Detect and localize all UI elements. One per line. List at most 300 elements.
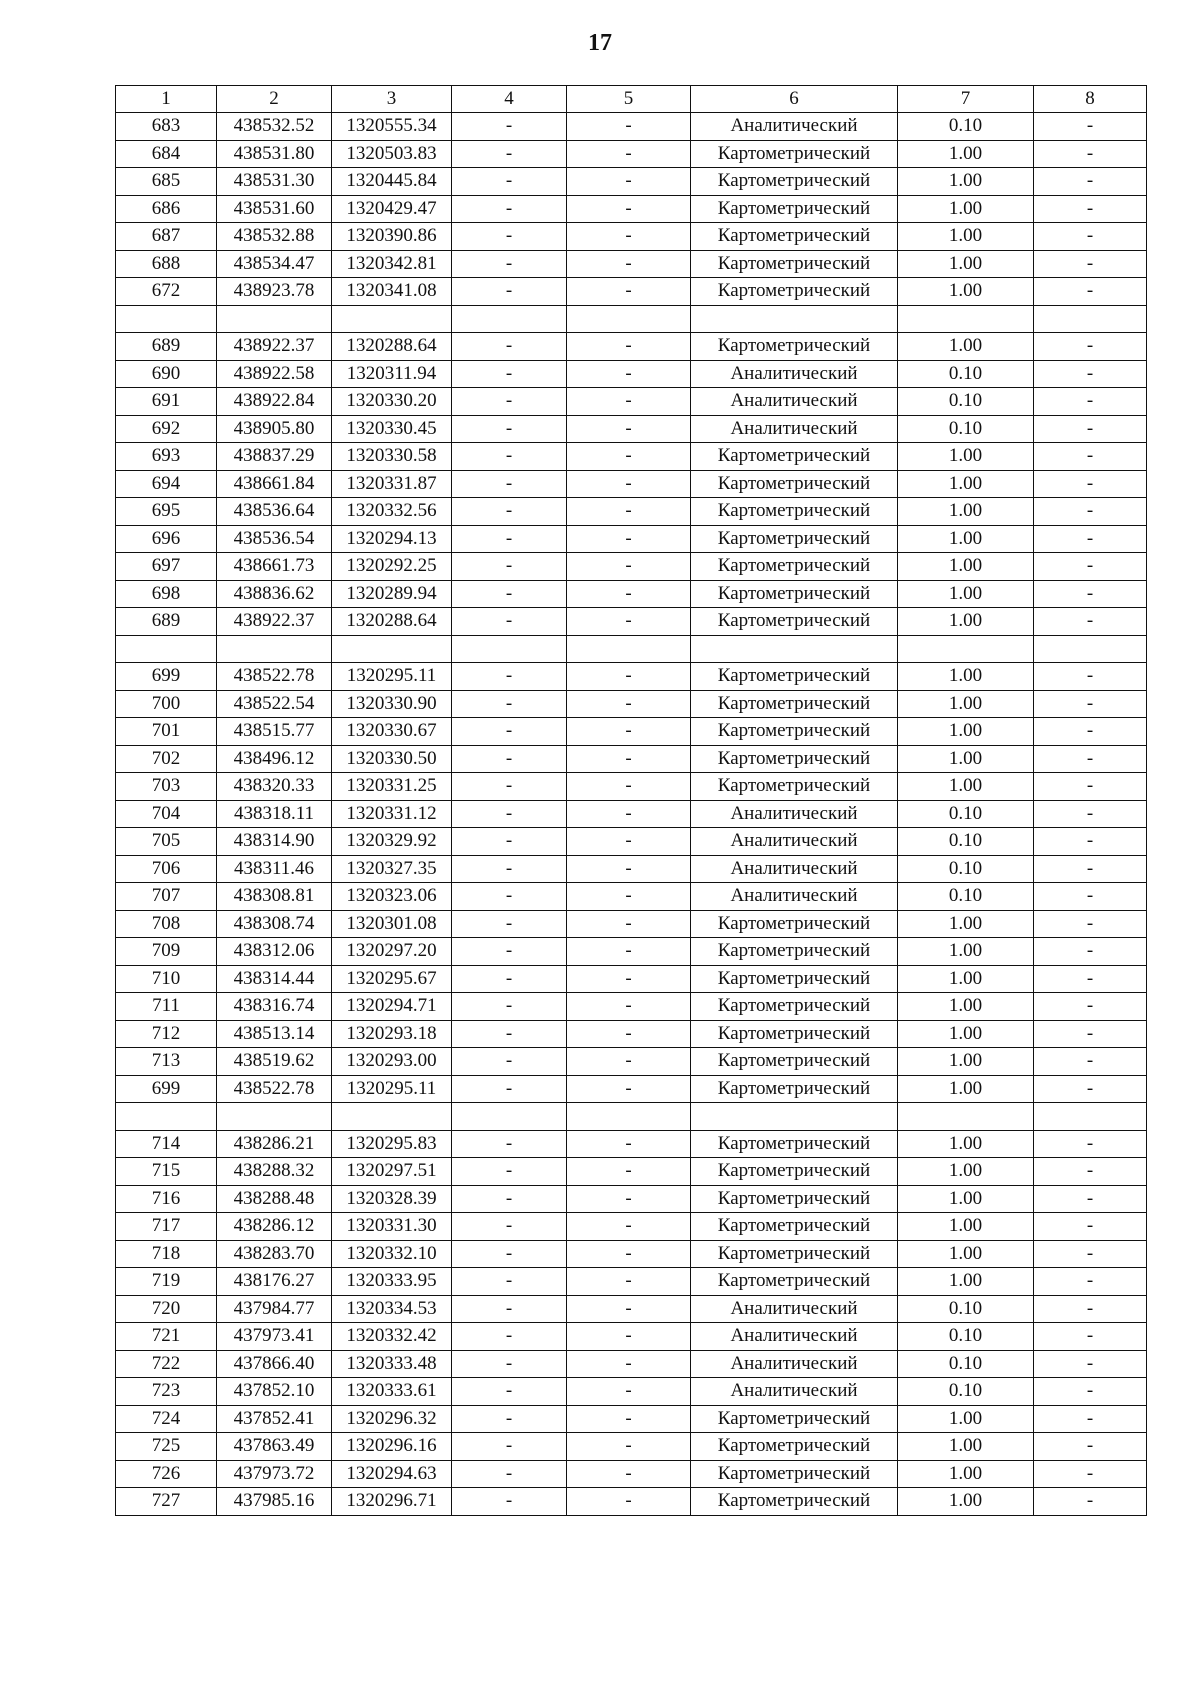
table-row xyxy=(116,333,1147,361)
column-4-cell: - xyxy=(452,223,567,251)
x-coordinate-cell: 438288.32 xyxy=(217,1158,332,1186)
point-number-cell: 721 xyxy=(116,1323,217,1351)
column-5-cell: - xyxy=(567,360,691,388)
column-4-cell: - xyxy=(452,1488,567,1516)
column-8-cell: - xyxy=(1034,1158,1147,1186)
x-coordinate-cell: 438176.27 xyxy=(217,1268,332,1296)
accuracy-cell: 1.00 xyxy=(898,910,1034,938)
column-5-cell: - xyxy=(567,800,691,828)
accuracy-cell: 1.00 xyxy=(898,718,1034,746)
y-coordinate-cell: 1320294.13 xyxy=(332,525,452,553)
column-8-cell: - xyxy=(1034,1075,1147,1103)
column-4-cell: - xyxy=(452,580,567,608)
x-coordinate-cell: 438308.81 xyxy=(217,883,332,911)
column-8-cell: - xyxy=(1034,415,1147,443)
x-coordinate-cell: 438536.64 xyxy=(217,498,332,526)
column-4-cell: - xyxy=(452,910,567,938)
table-row xyxy=(116,388,1147,416)
x-coordinate-cell: 438532.52 xyxy=(217,113,332,141)
table-row xyxy=(116,1240,1147,1268)
method-cell: Картометрический xyxy=(691,718,898,746)
y-coordinate-cell: 1320333.48 xyxy=(332,1350,452,1378)
table-row xyxy=(116,443,1147,471)
column-8-cell: - xyxy=(1034,608,1147,636)
empty-cell xyxy=(567,1103,691,1131)
method-cell: Картометрический xyxy=(691,773,898,801)
empty-cell xyxy=(332,1103,452,1131)
point-number-cell: 686 xyxy=(116,195,217,223)
table-row xyxy=(116,113,1147,141)
point-number-cell: 714 xyxy=(116,1130,217,1158)
column-8-cell: - xyxy=(1034,1405,1147,1433)
column-8-cell: - xyxy=(1034,1460,1147,1488)
y-coordinate-cell: 1320328.39 xyxy=(332,1185,452,1213)
point-number-cell: 672 xyxy=(116,278,217,306)
column-5-cell: - xyxy=(567,525,691,553)
column-5-cell: - xyxy=(567,1185,691,1213)
method-cell: Картометрический xyxy=(691,1130,898,1158)
x-coordinate-cell: 438314.90 xyxy=(217,828,332,856)
y-coordinate-cell: 1320332.42 xyxy=(332,1323,452,1351)
x-coordinate-cell: 438316.74 xyxy=(217,993,332,1021)
method-cell: Картометрический xyxy=(691,333,898,361)
table-row xyxy=(116,195,1147,223)
point-number-cell: 718 xyxy=(116,1240,217,1268)
y-coordinate-cell: 1320429.47 xyxy=(332,195,452,223)
column-4-cell: - xyxy=(452,800,567,828)
table-row xyxy=(116,580,1147,608)
x-coordinate-cell: 438522.78 xyxy=(217,1075,332,1103)
column-5-cell: - xyxy=(567,938,691,966)
y-coordinate-cell: 1320297.20 xyxy=(332,938,452,966)
column-5-cell: - xyxy=(567,553,691,581)
x-coordinate-cell: 438283.70 xyxy=(217,1240,332,1268)
column-4-cell: - xyxy=(452,360,567,388)
table-row xyxy=(116,910,1147,938)
method-cell: Картометрический xyxy=(691,690,898,718)
column-8-cell: - xyxy=(1034,470,1147,498)
table-row xyxy=(116,168,1147,196)
accuracy-cell: 0.10 xyxy=(898,883,1034,911)
point-number-cell: 694 xyxy=(116,470,217,498)
method-cell: Картометрический xyxy=(691,498,898,526)
method-cell: Картометрический xyxy=(691,1460,898,1488)
table-row xyxy=(116,663,1147,691)
point-number-cell: 698 xyxy=(116,580,217,608)
column-8-cell: - xyxy=(1034,195,1147,223)
y-coordinate-cell: 1320334.53 xyxy=(332,1295,452,1323)
accuracy-cell: 1.00 xyxy=(898,608,1034,636)
empty-cell xyxy=(452,635,567,663)
point-number-cell: 687 xyxy=(116,223,217,251)
y-coordinate-cell: 1320332.10 xyxy=(332,1240,452,1268)
x-coordinate-cell: 437985.16 xyxy=(217,1488,332,1516)
method-cell: Картометрический xyxy=(691,1405,898,1433)
method-cell: Картометрический xyxy=(691,525,898,553)
accuracy-cell: 1.00 xyxy=(898,250,1034,278)
accuracy-cell: 0.10 xyxy=(898,828,1034,856)
column-4-cell: - xyxy=(452,195,567,223)
column-4-cell: - xyxy=(452,525,567,553)
y-coordinate-cell: 1320333.95 xyxy=(332,1268,452,1296)
column-5-cell: - xyxy=(567,1268,691,1296)
table-row xyxy=(116,1323,1147,1351)
empty-cell xyxy=(116,305,217,333)
accuracy-cell: 1.00 xyxy=(898,938,1034,966)
column-5-cell: - xyxy=(567,168,691,196)
column-5-cell: - xyxy=(567,1350,691,1378)
point-number-cell: 692 xyxy=(116,415,217,443)
table-row xyxy=(116,1433,1147,1461)
method-cell: Аналитический xyxy=(691,828,898,856)
accuracy-cell: 1.00 xyxy=(898,773,1034,801)
column-4-cell: - xyxy=(452,745,567,773)
column-8-cell: - xyxy=(1034,1130,1147,1158)
point-number-cell: 727 xyxy=(116,1488,217,1516)
column-5-cell: - xyxy=(567,690,691,718)
column-5-cell: - xyxy=(567,1460,691,1488)
point-number-cell: 723 xyxy=(116,1378,217,1406)
column-4-cell: - xyxy=(452,883,567,911)
column-4-cell: - xyxy=(452,1460,567,1488)
column-5-cell: - xyxy=(567,140,691,168)
column-5-cell: - xyxy=(567,745,691,773)
point-number-cell: 701 xyxy=(116,718,217,746)
table-row xyxy=(116,828,1147,856)
column-5-cell: - xyxy=(567,1240,691,1268)
page-number: 17 xyxy=(588,30,612,56)
column-8-cell: - xyxy=(1034,883,1147,911)
point-number-cell: 710 xyxy=(116,965,217,993)
accuracy-cell: 1.00 xyxy=(898,1048,1034,1076)
column-8-cell: - xyxy=(1034,1350,1147,1378)
point-number-cell: 719 xyxy=(116,1268,217,1296)
method-cell: Картометрический xyxy=(691,965,898,993)
accuracy-cell: 1.00 xyxy=(898,690,1034,718)
accuracy-cell: 1.00 xyxy=(898,1158,1034,1186)
accuracy-cell: 1.00 xyxy=(898,745,1034,773)
y-coordinate-cell: 1320330.20 xyxy=(332,388,452,416)
column-4-cell: - xyxy=(452,1075,567,1103)
method-cell: Картометрический xyxy=(691,663,898,691)
x-coordinate-cell: 438923.78 xyxy=(217,278,332,306)
point-number-cell: 703 xyxy=(116,773,217,801)
y-coordinate-cell: 1320330.45 xyxy=(332,415,452,443)
method-cell: Картометрический xyxy=(691,1185,898,1213)
table-row xyxy=(116,718,1147,746)
y-coordinate-cell: 1320445.84 xyxy=(332,168,452,196)
column-4-cell: - xyxy=(452,965,567,993)
accuracy-cell: 1.00 xyxy=(898,470,1034,498)
column-5-cell: - xyxy=(567,333,691,361)
y-coordinate-cell: 1320311.94 xyxy=(332,360,452,388)
point-number-cell: 713 xyxy=(116,1048,217,1076)
accuracy-cell: 1.00 xyxy=(898,278,1034,306)
point-number-cell: 722 xyxy=(116,1350,217,1378)
empty-cell xyxy=(567,305,691,333)
y-coordinate-cell: 1320342.81 xyxy=(332,250,452,278)
x-coordinate-cell: 438312.06 xyxy=(217,938,332,966)
column-8-cell: - xyxy=(1034,828,1147,856)
accuracy-cell: 1.00 xyxy=(898,443,1034,471)
column-8-cell: - xyxy=(1034,800,1147,828)
y-coordinate-cell: 1320288.64 xyxy=(332,333,452,361)
method-cell: Картометрический xyxy=(691,195,898,223)
column-4-cell: - xyxy=(452,498,567,526)
x-coordinate-cell: 438531.60 xyxy=(217,195,332,223)
point-number-cell: 708 xyxy=(116,910,217,938)
y-coordinate-cell: 1320293.18 xyxy=(332,1020,452,1048)
column-8-cell: - xyxy=(1034,745,1147,773)
column-5-cell: - xyxy=(567,195,691,223)
point-number-cell: 704 xyxy=(116,800,217,828)
y-coordinate-cell: 1320296.32 xyxy=(332,1405,452,1433)
empty-cell xyxy=(898,305,1034,333)
x-coordinate-cell: 437973.72 xyxy=(217,1460,332,1488)
y-coordinate-cell: 1320297.51 xyxy=(332,1158,452,1186)
method-cell: Картометрический xyxy=(691,223,898,251)
table-row xyxy=(116,1213,1147,1241)
column-4-cell: - xyxy=(452,470,567,498)
column-8-cell: - xyxy=(1034,965,1147,993)
method-cell: Картометрический xyxy=(691,1020,898,1048)
table-row xyxy=(116,360,1147,388)
x-coordinate-cell: 438534.47 xyxy=(217,250,332,278)
column-4-cell: - xyxy=(452,1433,567,1461)
column-4-cell: - xyxy=(452,1295,567,1323)
x-coordinate-cell: 437866.40 xyxy=(217,1350,332,1378)
table-row xyxy=(116,278,1147,306)
point-number-cell: 699 xyxy=(116,663,217,691)
accuracy-cell: 0.10 xyxy=(898,415,1034,443)
column-8-cell: - xyxy=(1034,718,1147,746)
column-8-cell: - xyxy=(1034,773,1147,801)
column-4-cell: - xyxy=(452,938,567,966)
column-4-cell: - xyxy=(452,663,567,691)
table-row xyxy=(116,1020,1147,1048)
x-coordinate-cell: 438286.21 xyxy=(217,1130,332,1158)
method-cell: Картометрический xyxy=(691,1488,898,1516)
empty-cell xyxy=(1034,1103,1147,1131)
accuracy-cell: 1.00 xyxy=(898,333,1034,361)
column-4-cell: - xyxy=(452,113,567,141)
empty-cell xyxy=(898,1103,1034,1131)
column-5-cell: - xyxy=(567,663,691,691)
table-row xyxy=(116,1378,1147,1406)
point-number-cell: 716 xyxy=(116,1185,217,1213)
y-coordinate-cell: 1320294.71 xyxy=(332,993,452,1021)
accuracy-cell: 1.00 xyxy=(898,663,1034,691)
column-5-cell: - xyxy=(567,223,691,251)
method-cell: Картометрический xyxy=(691,1268,898,1296)
column-8-cell: - xyxy=(1034,113,1147,141)
column-8-cell: - xyxy=(1034,1185,1147,1213)
accuracy-cell: 1.00 xyxy=(898,1433,1034,1461)
y-coordinate-cell: 1320295.67 xyxy=(332,965,452,993)
y-coordinate-cell: 1320333.61 xyxy=(332,1378,452,1406)
column-8-cell: - xyxy=(1034,140,1147,168)
empty-cell xyxy=(217,1103,332,1131)
method-cell: Аналитический xyxy=(691,1378,898,1406)
empty-cell xyxy=(116,635,217,663)
point-number-cell: 717 xyxy=(116,1213,217,1241)
point-number-cell: 696 xyxy=(116,525,217,553)
column-5-cell: - xyxy=(567,1295,691,1323)
column-4-cell: - xyxy=(452,1020,567,1048)
point-number-cell: 712 xyxy=(116,1020,217,1048)
x-coordinate-cell: 438496.12 xyxy=(217,745,332,773)
column-4-cell: - xyxy=(452,1213,567,1241)
point-number-cell: 689 xyxy=(116,333,217,361)
column-header: 8 xyxy=(1034,86,1147,113)
column-header: 5 xyxy=(567,86,691,113)
point-number-cell: 711 xyxy=(116,993,217,1021)
column-8-cell: - xyxy=(1034,250,1147,278)
method-cell: Картометрический xyxy=(691,1048,898,1076)
empty-cell xyxy=(691,1103,898,1131)
empty-cell xyxy=(567,635,691,663)
method-cell: Картометрический xyxy=(691,1158,898,1186)
y-coordinate-cell: 1320390.86 xyxy=(332,223,452,251)
accuracy-cell: 1.00 xyxy=(898,1075,1034,1103)
column-5-cell: - xyxy=(567,993,691,1021)
accuracy-cell: 1.00 xyxy=(898,498,1034,526)
column-4-cell: - xyxy=(452,278,567,306)
column-8-cell: - xyxy=(1034,1048,1147,1076)
table-row xyxy=(116,250,1147,278)
method-cell: Аналитический xyxy=(691,1323,898,1351)
table-row xyxy=(116,1185,1147,1213)
table-row xyxy=(116,553,1147,581)
accuracy-cell: 0.10 xyxy=(898,1295,1034,1323)
point-number-cell: 709 xyxy=(116,938,217,966)
method-cell: Аналитический xyxy=(691,855,898,883)
x-coordinate-cell: 437852.10 xyxy=(217,1378,332,1406)
column-5-cell: - xyxy=(567,278,691,306)
x-coordinate-cell: 438661.73 xyxy=(217,553,332,581)
x-coordinate-cell: 438922.37 xyxy=(217,608,332,636)
column-5-cell: - xyxy=(567,965,691,993)
x-coordinate-cell: 438905.80 xyxy=(217,415,332,443)
x-coordinate-cell: 438532.88 xyxy=(217,223,332,251)
column-5-cell: - xyxy=(567,443,691,471)
x-coordinate-cell: 438515.77 xyxy=(217,718,332,746)
column-4-cell: - xyxy=(452,1240,567,1268)
empty-cell xyxy=(116,1103,217,1131)
column-8-cell: - xyxy=(1034,443,1147,471)
header-row xyxy=(116,86,1147,113)
column-8-cell: - xyxy=(1034,580,1147,608)
accuracy-cell: 0.10 xyxy=(898,1378,1034,1406)
y-coordinate-cell: 1320296.71 xyxy=(332,1488,452,1516)
table-row xyxy=(116,1158,1147,1186)
separator-row xyxy=(116,1103,1147,1131)
column-8-cell: - xyxy=(1034,1020,1147,1048)
point-number-cell: 706 xyxy=(116,855,217,883)
point-number-cell: 720 xyxy=(116,1295,217,1323)
column-8-cell: - xyxy=(1034,360,1147,388)
column-4-cell: - xyxy=(452,1350,567,1378)
point-number-cell: 689 xyxy=(116,608,217,636)
column-4-cell: - xyxy=(452,250,567,278)
y-coordinate-cell: 1320330.50 xyxy=(332,745,452,773)
accuracy-cell: 0.10 xyxy=(898,800,1034,828)
table-body xyxy=(116,113,1147,1516)
column-8-cell: - xyxy=(1034,168,1147,196)
table-row xyxy=(116,855,1147,883)
accuracy-cell: 0.10 xyxy=(898,360,1034,388)
point-number-cell: 705 xyxy=(116,828,217,856)
empty-cell xyxy=(217,635,332,663)
column-5-cell: - xyxy=(567,1020,691,1048)
column-8-cell: - xyxy=(1034,553,1147,581)
column-8-cell: - xyxy=(1034,855,1147,883)
method-cell: Аналитический xyxy=(691,388,898,416)
y-coordinate-cell: 1320503.83 xyxy=(332,140,452,168)
column-5-cell: - xyxy=(567,1213,691,1241)
table-row xyxy=(116,498,1147,526)
accuracy-cell: 1.00 xyxy=(898,1488,1034,1516)
method-cell: Картометрический xyxy=(691,553,898,581)
column-5-cell: - xyxy=(567,883,691,911)
empty-cell xyxy=(1034,635,1147,663)
y-coordinate-cell: 1320330.58 xyxy=(332,443,452,471)
column-4-cell: - xyxy=(452,1185,567,1213)
column-header: 3 xyxy=(332,86,452,113)
y-coordinate-cell: 1320331.87 xyxy=(332,470,452,498)
column-8-cell: - xyxy=(1034,1295,1147,1323)
method-cell: Картометрический xyxy=(691,1213,898,1241)
point-number-cell: 725 xyxy=(116,1433,217,1461)
column-8-cell: - xyxy=(1034,1240,1147,1268)
accuracy-cell: 1.00 xyxy=(898,580,1034,608)
method-cell: Картометрический xyxy=(691,443,898,471)
column-5-cell: - xyxy=(567,608,691,636)
column-5-cell: - xyxy=(567,1323,691,1351)
accuracy-cell: 1.00 xyxy=(898,1240,1034,1268)
y-coordinate-cell: 1320331.25 xyxy=(332,773,452,801)
x-coordinate-cell: 438519.62 xyxy=(217,1048,332,1076)
separator-row xyxy=(116,635,1147,663)
table-row xyxy=(116,993,1147,1021)
table-row xyxy=(116,608,1147,636)
accuracy-cell: 1.00 xyxy=(898,223,1034,251)
column-8-cell: - xyxy=(1034,498,1147,526)
table-row xyxy=(116,745,1147,773)
column-4-cell: - xyxy=(452,1158,567,1186)
table-row xyxy=(116,773,1147,801)
table-row xyxy=(116,140,1147,168)
accuracy-cell: 1.00 xyxy=(898,993,1034,1021)
x-coordinate-cell: 438314.44 xyxy=(217,965,332,993)
coordinates-table xyxy=(115,85,1147,1516)
column-8-cell: - xyxy=(1034,1433,1147,1461)
x-coordinate-cell: 438311.46 xyxy=(217,855,332,883)
method-cell: Аналитический xyxy=(691,1295,898,1323)
table-row xyxy=(116,690,1147,718)
y-coordinate-cell: 1320295.11 xyxy=(332,663,452,691)
point-number-cell: 707 xyxy=(116,883,217,911)
y-coordinate-cell: 1320301.08 xyxy=(332,910,452,938)
table-row xyxy=(116,1075,1147,1103)
x-coordinate-cell: 438531.80 xyxy=(217,140,332,168)
table-row xyxy=(116,1295,1147,1323)
column-5-cell: - xyxy=(567,470,691,498)
accuracy-cell: 0.10 xyxy=(898,1323,1034,1351)
column-5-cell: - xyxy=(567,250,691,278)
column-4-cell: - xyxy=(452,1323,567,1351)
y-coordinate-cell: 1320289.94 xyxy=(332,580,452,608)
